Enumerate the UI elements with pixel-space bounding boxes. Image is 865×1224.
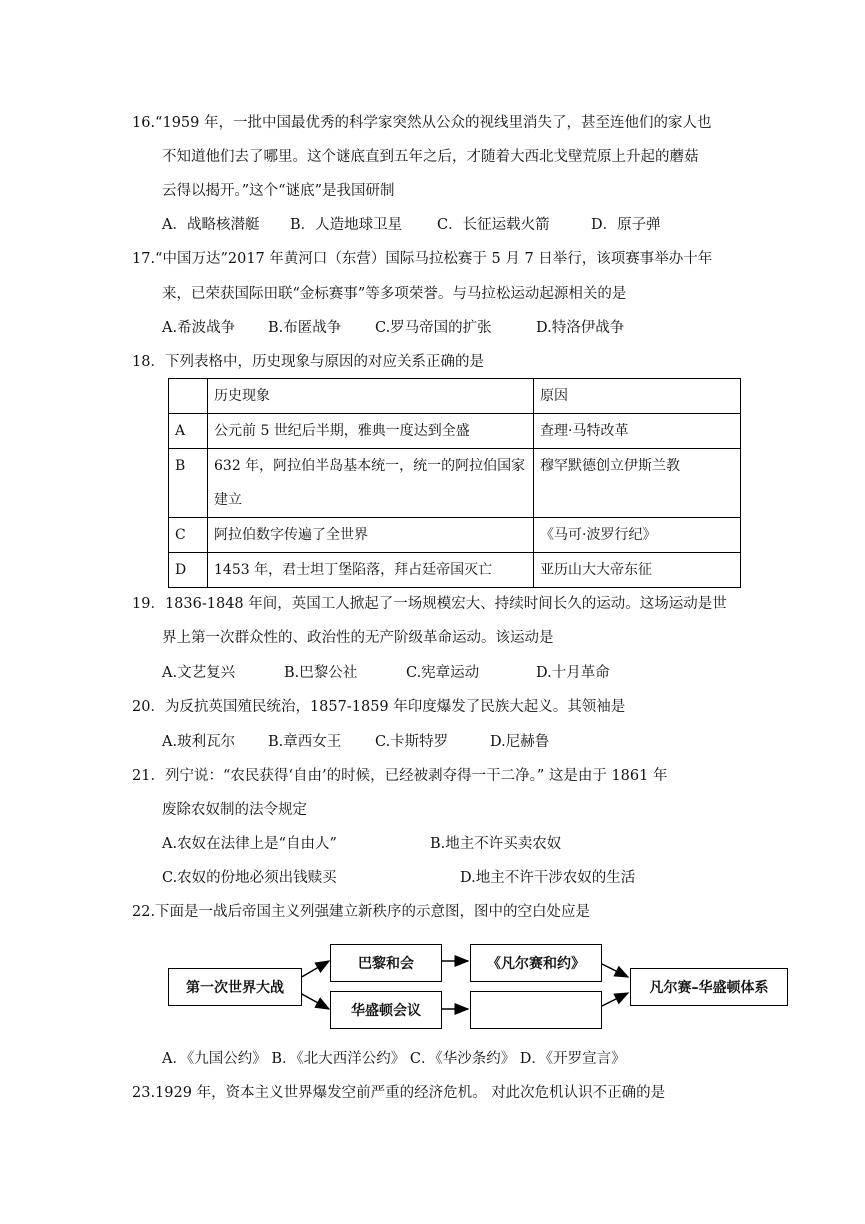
q16-option-d: D．原子弹 — [591, 217, 661, 233]
q18-stem: 18．下列表格中，历史现象与原因的对应关系正确的是 — [132, 354, 484, 370]
q21-option-d: D.地主不许干涉农奴的生活 — [460, 870, 636, 886]
q19-option-d: D.十月革命 — [536, 665, 610, 681]
row-label: B — [169, 449, 208, 518]
q16-option-a: A．战略核潜艇 — [162, 217, 260, 233]
q16-stem-line-1: 16.“1959 年，一批中国最优秀的科学家突然从公众的视线里消失了，甚至连他们的家人也 — [132, 115, 712, 131]
q19-stem-line-1: 19．1836-1848 年间，英国工人掀起了一场规模宏大、持续时间长久的运动。这场运动是世 — [132, 596, 727, 612]
q17-option-b: B.布匿战争 — [268, 320, 342, 336]
q21-option-a: A.农奴在法律上是“自由人” — [162, 836, 337, 852]
q19-option-a: A.文艺复兴 — [162, 665, 236, 681]
q17-stem-line-1: 17.“中国万达”2017 年黄河口（东营）国际马拉松赛于 5 月 7 日举行，该项赛事举办十年 — [132, 251, 713, 267]
row-cause: 亚历山大大帝东征 — [534, 553, 741, 588]
q20-option-a: A.玻利瓦尔 — [162, 734, 236, 750]
q21-stem-line-1: 21．列宁说：“农民获得‘自由’的时候，已经被剥夺得一干二净。” 这是由于 1861 年 — [132, 768, 668, 784]
diagram-box-system: 凡尔赛–华盛顿体系 — [630, 968, 788, 1006]
q21-option-c: C.农奴的份地必须出钱赎买 — [162, 870, 337, 886]
q20-option-c: C.卡斯特罗 — [375, 734, 449, 750]
diagram-box-washington: 华盛顿会议 — [330, 991, 442, 1029]
row-label: C — [169, 518, 208, 553]
q17-stem-line-2: 来，已荣获国际田联“金标赛事”等多项荣誉。与马拉松运动起源相关的是 — [162, 286, 627, 302]
row-label: A — [169, 414, 208, 449]
diagram-box-paris: 巴黎和会 — [330, 944, 442, 982]
q22-stem: 22.下面是一战后帝国主义列强建立新秩序的示意图，图中的空白处应是 — [132, 904, 591, 920]
q17-option-d: D.特洛伊战争 — [536, 320, 625, 336]
diagram-box-versailles: 《凡尔赛和约》 — [470, 944, 602, 982]
row-phenomenon: 公元前 5 世纪后半期，雅典一度达到全盛 — [208, 414, 534, 449]
q19-stem-line-2: 界上第一次群众性的、政治性的无产阶级革命运动。该运动是 — [162, 630, 554, 646]
row-label: D — [169, 553, 208, 588]
header-cell-phenomenon: 历史现象 — [208, 379, 534, 414]
arrow-versailles-to-system — [600, 963, 628, 977]
q20-stem: 20．为反抗英国殖民统治，1857-1859 年印度爆发了民族大起义。其领袖是 — [132, 699, 626, 715]
row-cause: 《马可·波罗行纪》 — [534, 518, 741, 553]
row-phenomenon: 阿拉伯数字传遍了全世界 — [208, 518, 534, 553]
header-cell-cause: 原因 — [534, 379, 741, 414]
q16-stem-line-2: 不知道他们去了哪里。这个谜底直到五年之后，才随着大西北戈壁荒原上升起的蘑菇 — [162, 149, 699, 165]
q16-stem-line-3: 云得以揭开。”这个“谜底”是我国研制 — [162, 183, 395, 199]
arrow-to-washington — [300, 993, 329, 1009]
row-phenomenon: 632 年，阿拉伯半岛基本统一，统一的阿拉伯国家建立 — [208, 449, 534, 518]
q22-options: A．《九国公约》 B．《北大西洋公约》 C．《华沙条约》 D．《开罗宣言》 — [162, 1051, 626, 1067]
row-cause: 查理·马特改革 — [534, 414, 741, 449]
q21-option-b: B.地主不许买卖农奴 — [430, 836, 562, 852]
row-phenomenon: 1453 年，君士坦丁堡陷落，拜占廷帝国灭亡 — [208, 553, 534, 588]
diagram-box-blank — [470, 991, 602, 1029]
q23-stem: 23.1929 年，资本主义世界爆发空前严重的经济危机。 对此次危机认识不正确的是 — [132, 1085, 666, 1101]
q17-option-c: C.罗马帝国的扩张 — [375, 320, 492, 336]
q16-option-b: B．人造地球卫星 — [290, 217, 403, 233]
diagram-box-ww1: 第一次世界大战 — [168, 968, 302, 1006]
arrow-to-paris — [300, 961, 329, 978]
q19-option-b: B.巴黎公社 — [284, 665, 358, 681]
arrow-blank-to-system — [600, 993, 628, 1007]
q17-option-a: A.希波战争 — [162, 320, 236, 336]
q21-stem-line-2: 废除农奴制的法令规定 — [162, 802, 307, 818]
q20-option-b: B.章西女王 — [268, 734, 342, 750]
q20-option-d: D.尼赫鲁 — [490, 734, 550, 750]
q16-option-c: C．长征运载火箭 — [437, 217, 550, 233]
q19-option-c: C.宪章运动 — [406, 665, 480, 681]
row-cause: 穆罕默德创立伊斯兰教 — [534, 449, 741, 518]
